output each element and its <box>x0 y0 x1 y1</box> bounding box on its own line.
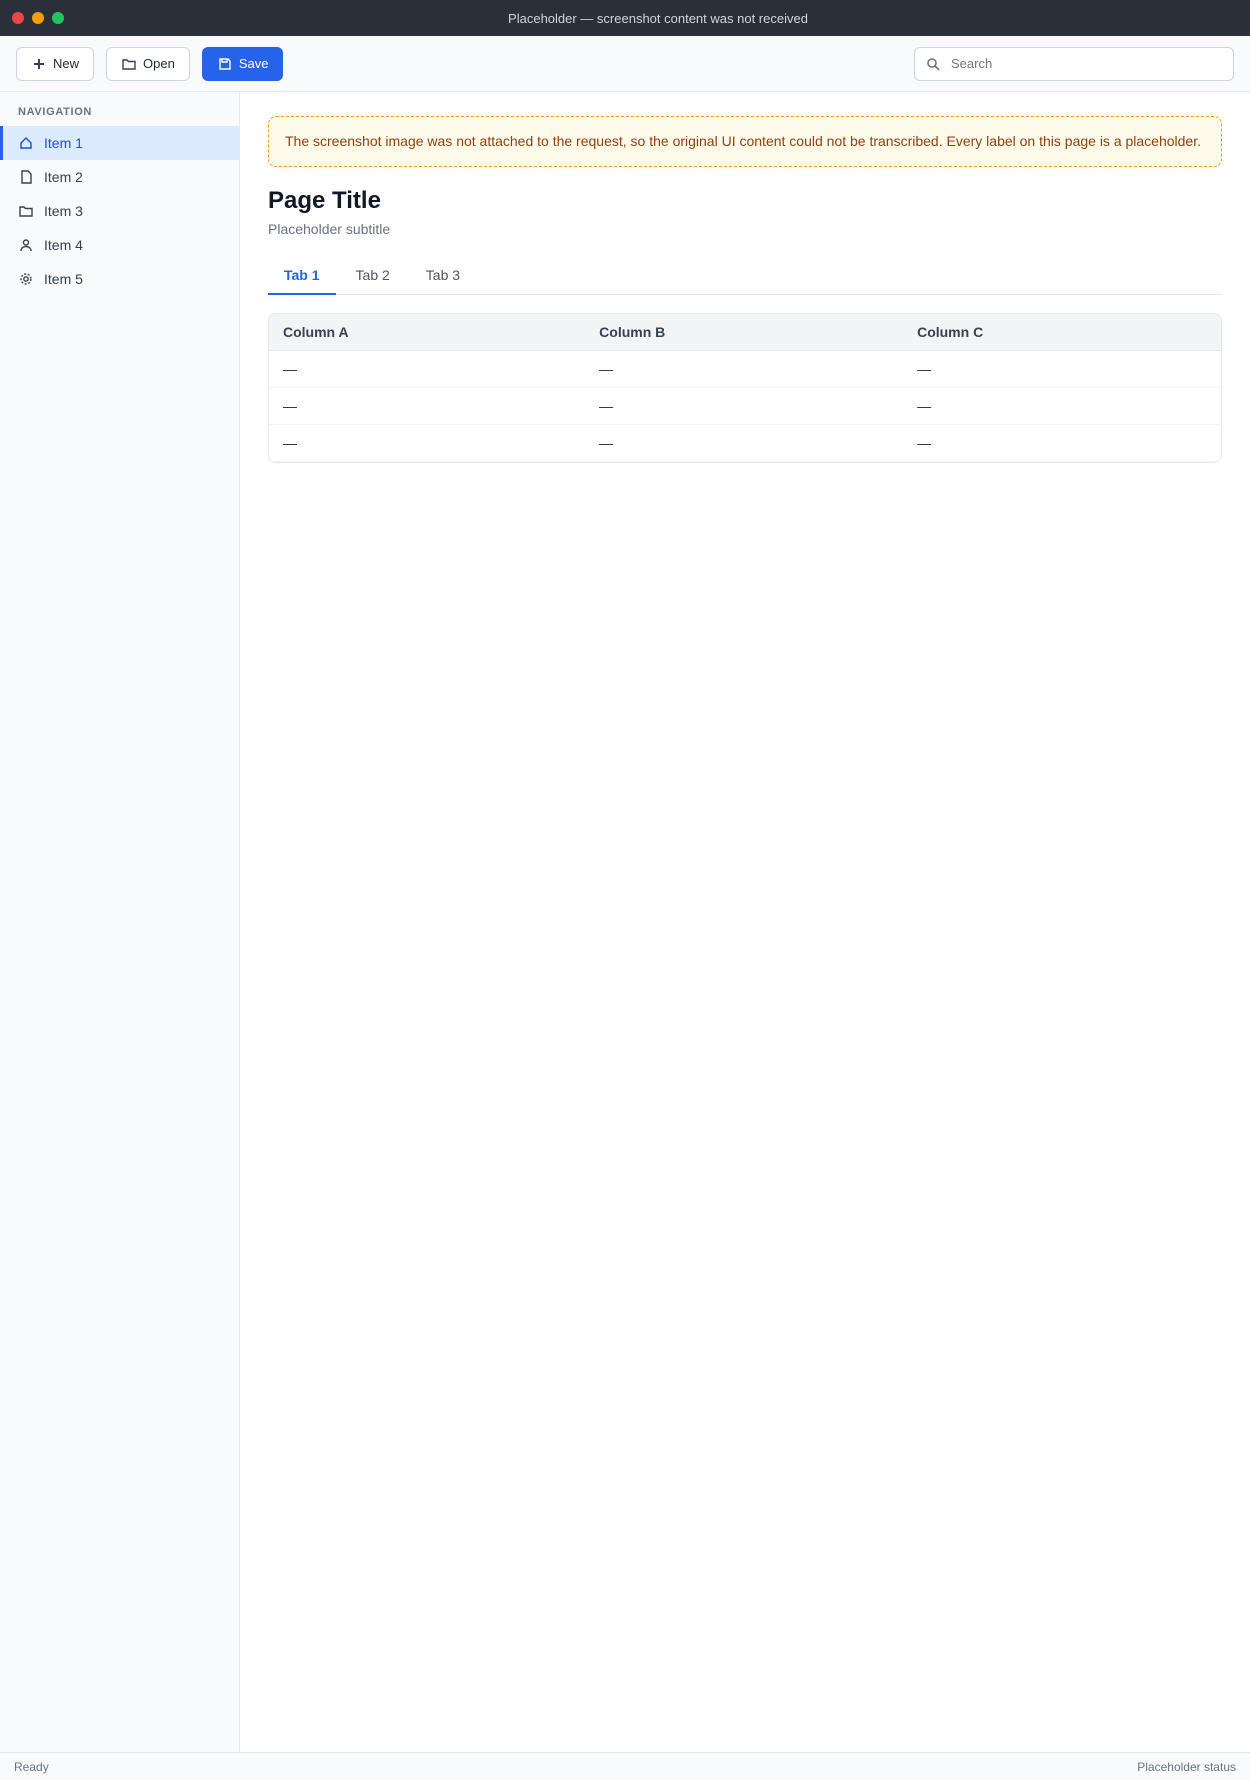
toolbar <box>0 36 1250 92</box>
folder-icon <box>121 56 137 72</box>
table-cell: — <box>903 351 1221 388</box>
table-cell: — <box>903 425 1221 462</box>
sidebar-item-3[interactable] <box>0 194 239 228</box>
table-cell: — <box>903 388 1221 425</box>
table-cell: — <box>269 351 585 388</box>
window-title: Placeholder — screenshot content was not received <box>508 10 808 26</box>
sidebar-item-4[interactable] <box>0 228 239 262</box>
save-button-label: Save <box>238 56 269 71</box>
column-header[interactable]: Column B <box>585 314 903 351</box>
table-row[interactable] <box>269 351 1221 388</box>
column-header[interactable]: Column A <box>269 314 585 351</box>
close-window-button[interactable] <box>12 12 24 24</box>
page-subtitle: Placeholder subtitle <box>268 221 391 237</box>
sidebar-item-label: Item 2 <box>44 169 83 185</box>
open-button-label: Open <box>143 56 175 71</box>
open-button[interactable] <box>106 47 190 81</box>
page-title: Page Title <box>268 187 381 214</box>
folder-icon <box>18 203 34 219</box>
sidebar-item-1[interactable] <box>0 126 239 160</box>
table-header-row <box>269 314 1221 351</box>
home-icon <box>18 135 34 151</box>
body <box>0 92 1250 1752</box>
plus-icon <box>31 56 47 72</box>
tab-1[interactable]: Tab 1 <box>268 257 336 295</box>
sidebar-item-5[interactable] <box>0 262 239 296</box>
column-header[interactable]: Column C <box>903 314 1221 351</box>
user-icon <box>18 237 34 253</box>
table-cell: — <box>585 351 903 388</box>
tab-bar <box>268 257 1222 295</box>
search-input[interactable] <box>949 55 1223 72</box>
search-box <box>914 47 1234 81</box>
table-row[interactable] <box>269 425 1221 462</box>
save-button[interactable] <box>202 47 284 81</box>
minimize-window-button[interactable] <box>32 12 44 24</box>
new-button-label: New <box>53 56 80 71</box>
maximize-window-button[interactable] <box>52 12 64 24</box>
missing-image-notice: The screenshot image was not attached to the request, so the original UI content could not be transcribed. Every label on this page is a placeholder. <box>268 116 1222 167</box>
gear-icon <box>18 271 34 287</box>
table-cell: — <box>585 425 903 462</box>
sidebar-heading: NAVIGATION <box>18 106 93 118</box>
status-bar <box>0 1752 1250 1780</box>
table-row[interactable] <box>269 388 1221 425</box>
tab-2[interactable]: Tab 2 <box>355 267 390 283</box>
document-icon <box>18 169 34 185</box>
save-icon <box>217 56 233 72</box>
table-cell: — <box>269 425 585 462</box>
sidebar-item-label: Item 4 <box>44 237 83 253</box>
tab-3[interactable]: Tab 3 <box>425 267 461 283</box>
sidebar-item-label: Item 1 <box>44 135 83 151</box>
sidebar-item-label: Item 5 <box>44 271 83 287</box>
table-cell: — <box>585 388 903 425</box>
new-button[interactable] <box>16 47 94 81</box>
data-table <box>269 314 1221 462</box>
data-table-card <box>268 313 1222 463</box>
title-bar <box>0 0 1250 36</box>
table-cell: — <box>269 388 585 425</box>
sidebar-item-label: Item 3 <box>44 203 83 219</box>
window-controls <box>12 12 64 24</box>
status-right-text: Placeholder status <box>1137 1759 1236 1774</box>
search-icon <box>925 56 941 72</box>
status-text: Ready <box>14 1759 49 1774</box>
sidebar <box>0 92 240 1752</box>
main-content <box>240 92 1250 1752</box>
sidebar-item-2[interactable] <box>0 160 239 194</box>
